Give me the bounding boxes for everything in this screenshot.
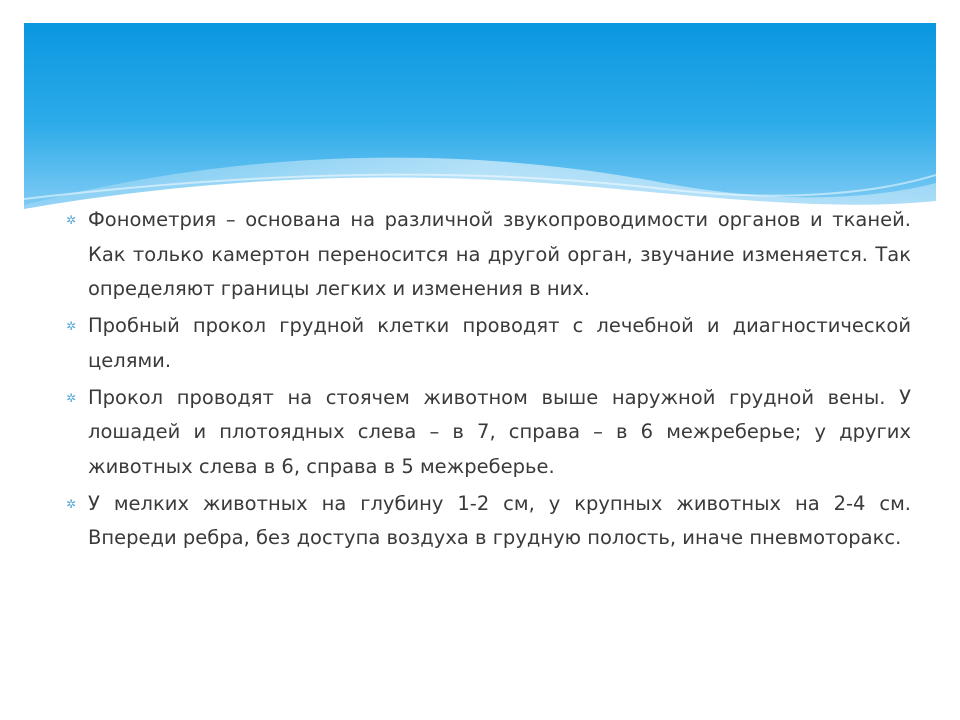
bullet-text: У мелких животных на глубину 1-2 см, у крупных животных на 2-4 см. Впереди ребра, без доступа воздуха в грудную полость, иначе пневмоторакс.: [88, 491, 911, 549]
bullet-item: [66, 487, 911, 556]
bullet-item: [66, 203, 911, 307]
header-wave-band: [24, 23, 936, 223]
bullet-star-icon: ✲: [66, 390, 77, 405]
bullet-text: Прокол проводят на стоячем животном выше наружной грудной вены. У лошадей и плотоядных слева – в 7, справа – в 6 межреберье; у других животных слева в 6, справа в 5 межреберье.: [88, 385, 911, 478]
bullet-star-icon: ✲: [66, 213, 77, 227]
bullet-text: Пробный прокол грудной клетки проводят с лечебной и диагностической целями.: [88, 314, 911, 372]
bullet-item: [66, 309, 911, 378]
bullet-list: [66, 203, 911, 558]
bullet-star-icon: ✲: [66, 496, 77, 511]
bullet-star-icon: ✲: [66, 319, 77, 333]
bullet-item: [66, 381, 911, 485]
bullet-text: Фонометрия – основана на различной звукопроводимости органов и тканей. Как только камертон переносится на другой орган, звучание изменяется. Так определяют границы легких и изменения в них.: [88, 208, 911, 300]
